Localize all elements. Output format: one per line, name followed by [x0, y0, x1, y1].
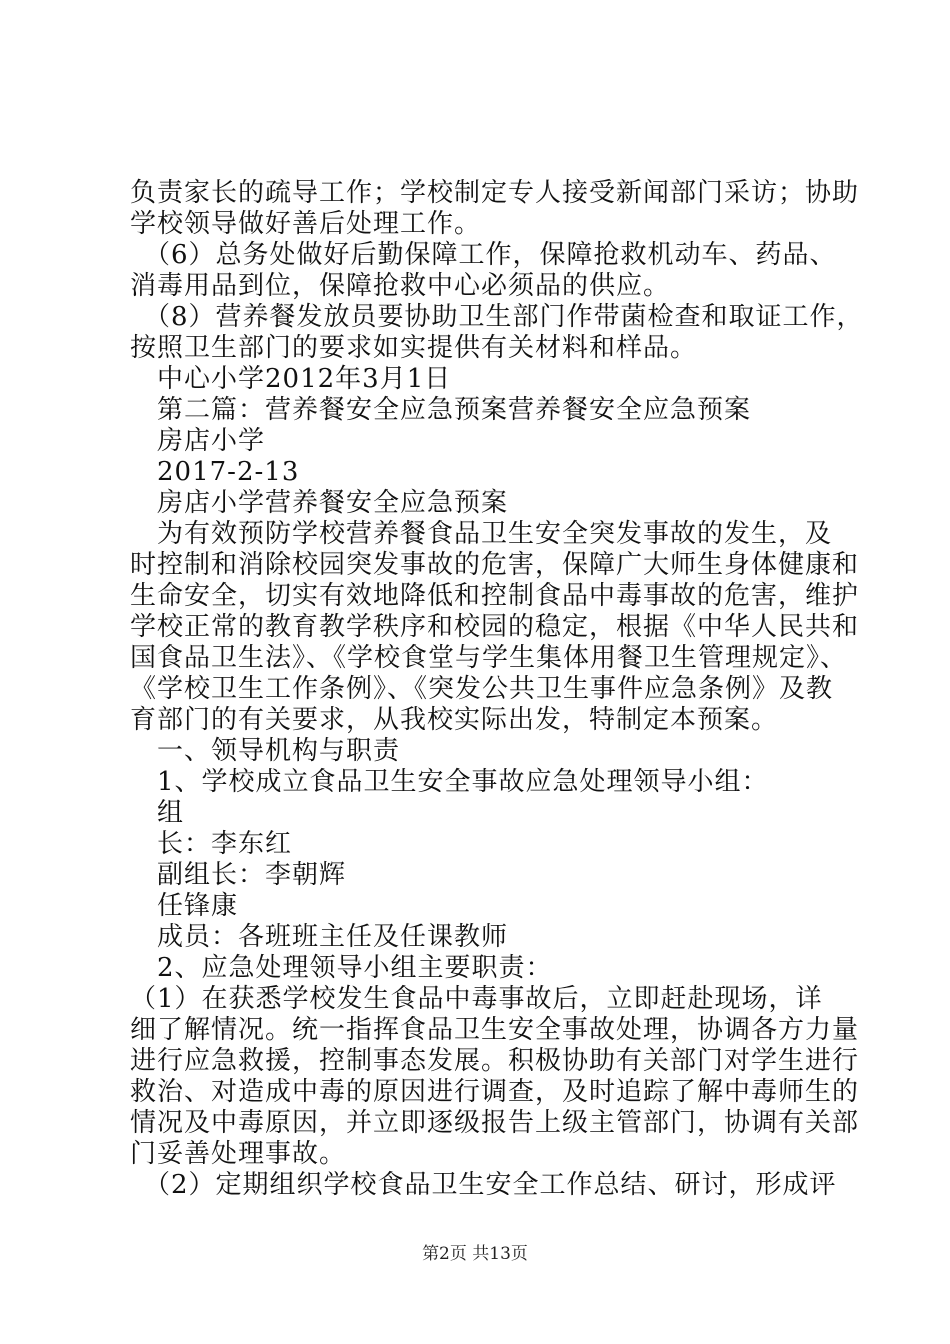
text-line: （1）在获悉学校发生食品中毒事故后，立即赶赴现场，详	[130, 984, 823, 1014]
text-line: 组	[130, 798, 185, 828]
text-line: 学校领导做好善后处理工作。	[130, 209, 482, 239]
text-line: 为有效预防学校营养餐食品卫生安全突发事故的发生，及	[130, 519, 833, 549]
text-line: 情况及中毒原因，并立即逐级报告上级主管部门，协调有关部	[130, 1108, 860, 1138]
text-line: 房店小学	[130, 426, 266, 456]
text-line: 救治、对造成中毒的原因进行调查，及时追踪了解中毒师生的	[130, 1077, 860, 1107]
text-line: 学校正常的教育教学秩序和校园的稳定，根据《中华人民共和	[130, 612, 860, 642]
text-line: 《学校卫生工作条例》、《突发公共卫生事件应急条例》及教	[130, 674, 834, 704]
text-line: 消毒用品到位，保障抢救中心必须品的供应。	[130, 271, 671, 301]
text-line: 2、应急处理领导小组主要职责：	[130, 953, 553, 983]
page-number-footer: 第2页 共13页	[422, 1244, 528, 1264]
text-line: 任锋康	[130, 891, 239, 921]
text-line: （8）营养餐发放员要协助卫生部门作带菌检查和取证工作，	[130, 302, 864, 332]
text-line: 进行应急救援，控制事态发展。积极协助有关部门对学生进行	[130, 1046, 860, 1076]
text-line: 负责家长的疏导工作；学校制定专人接受新闻部门采访；协助	[130, 178, 860, 208]
document-title: 房店小学营养餐安全应急预案	[130, 488, 509, 518]
text-line: 育部门的有关要求，从我校实际出发，特制定本预案。	[130, 705, 779, 735]
date-line: 2017-2-13	[130, 457, 300, 487]
text-line: 成员：各班班主任及任课教师	[130, 922, 509, 952]
text-line: 时控制和消除校园突发事故的危害，保障广大师生身体健康和	[130, 550, 860, 580]
text-line: （6）总务处做好后勤保障工作，保障抢救机动车、药品、	[130, 240, 837, 270]
text-line: 长：李东红	[130, 829, 293, 859]
text-line: 按照卫生部门的要求如实提供有关材料和样品。	[130, 333, 698, 363]
text-line: 1、学校成立食品卫生安全事故应急处理领导小组：	[130, 767, 769, 797]
text-line: 门妥善处理事故。	[130, 1139, 347, 1169]
text-line: 细了解情况。统一指挥食品卫生安全事故处理，协调各方力量	[130, 1015, 860, 1045]
text-line: （2）定期组织学校食品卫生安全工作总结、研讨，形成评	[130, 1170, 837, 1200]
text-line: 副组长：李朝辉	[130, 860, 347, 890]
text-line: 国食品卫生法》、《学校食堂与学生集体用餐卫生管理规定》、	[130, 643, 848, 673]
text-line: 中心小学2012年3月1日	[130, 364, 452, 394]
section-heading: 一、领导机构与职责	[130, 736, 401, 766]
text-line: 生命安全，切实有效地降低和控制食品中毒事故的危害，维护	[130, 581, 860, 611]
section-heading: 第二篇：营养餐安全应急预案营养餐安全应急预案	[130, 395, 752, 425]
